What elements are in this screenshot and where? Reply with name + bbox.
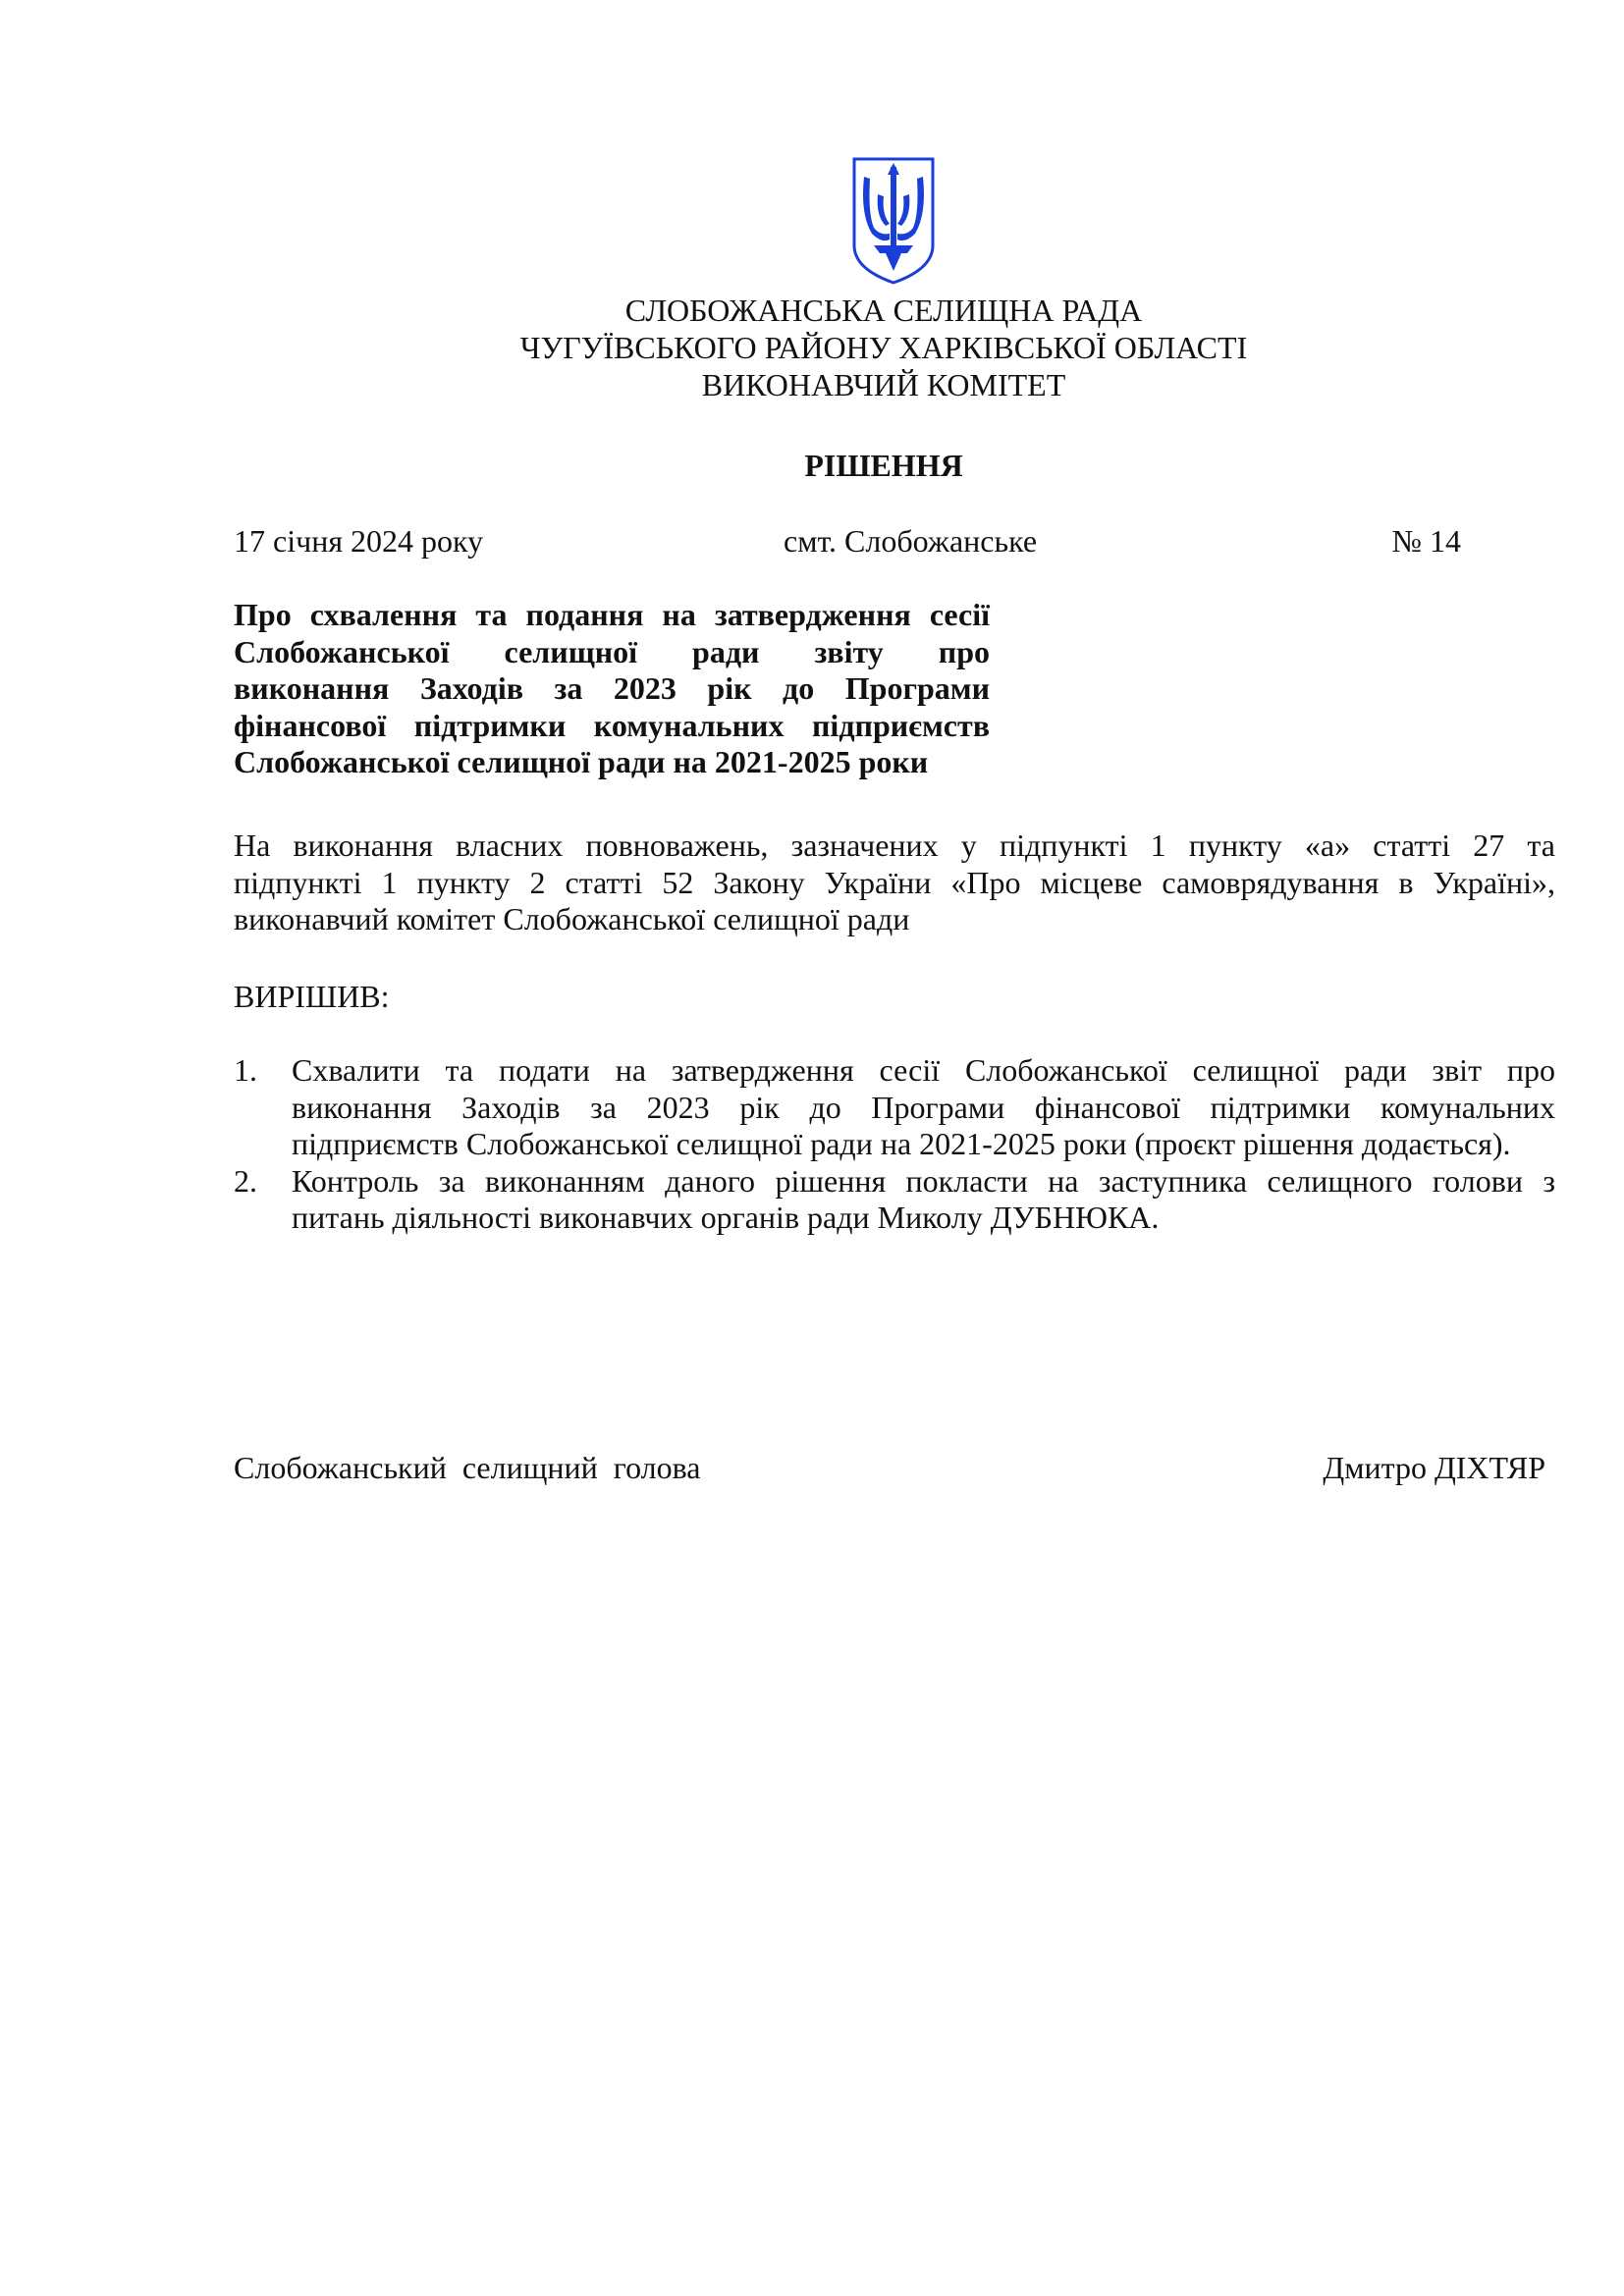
header-committee-name: ВИКОНАВЧИЙ КОМІТЕТ (701, 367, 1066, 402)
document-date: 17 січня 2024 року (234, 523, 484, 559)
document-title: РІШЕННЯ (804, 448, 963, 483)
decided-heading: ВИРІШИВ: (234, 979, 390, 1014)
signatory-name: Дмитро ДІХТЯР (1323, 1450, 1545, 1485)
signatory-position: Слобожанський селищний голова (234, 1450, 701, 1485)
decision-items (234, 1052, 1555, 1237)
subject-line: Слобожанської селищної ради звіту про (234, 633, 990, 669)
item-line: виконання Заходів за 2023 рік до Програми фінансової підтримки комунальних (292, 1089, 1555, 1125)
item-number: 2. (234, 1162, 257, 1199)
preamble-line: виконавчий комітет Слобожанської селищної ради (234, 901, 910, 936)
subject-line: фінансової підтримки комунальних підприємств (234, 707, 990, 743)
item-line: питань діяльності виконавчих органів ради Миколу ДУБНЮКА. (292, 1200, 1160, 1235)
subject-line: Про схвалення та подання на затвердження сесії (234, 597, 990, 632)
document-meta (234, 522, 1461, 561)
document-number: № 14 (1391, 523, 1461, 559)
document-place: смт. Слобожанське (784, 523, 1038, 559)
preamble-line: підпункті 1 пункту 2 статті 52 Закону України «Про місцеве самоврядування в Україні», (234, 864, 1555, 900)
coat-of-arms-trident-icon (850, 155, 937, 287)
subject-line: Слобожанської селищної ради на 2021-2025 роки (234, 744, 929, 779)
item-number: 1. (234, 1052, 257, 1088)
item-line: Контроль за виконанням даного рішення покласти на заступника селищного голови з (292, 1162, 1555, 1199)
preamble-paragraph (234, 828, 1555, 938)
item-line: Схвалити та подати на затвердження сесії Слобожанської селищної ради звіт про (292, 1052, 1555, 1088)
signature-block (234, 1449, 1545, 1488)
decision-item (234, 1163, 1555, 1237)
organization-header (393, 292, 1375, 403)
preamble-line: На виконання власних повноважень, зазначених у підпункті 1 пункту «а» статті 27 та (234, 828, 1555, 863)
decision-item (234, 1052, 1555, 1163)
header-district-name: ЧУГУЇВСЬКОГО РАЙОНУ ХАРКІВСЬКОЇ ОБЛАСТІ (519, 330, 1248, 365)
item-line: підприємств Слобожанської селищної ради на 2021-2025 роки (проєкт рішення додається). (292, 1126, 1511, 1161)
decision-subject (234, 597, 990, 781)
subject-line: виконання Заходів за 2023 рік до Програми (234, 670, 990, 706)
header-council-name: СЛОБОЖАНСЬКА СЕЛИЩНА РАДА (624, 293, 1143, 328)
